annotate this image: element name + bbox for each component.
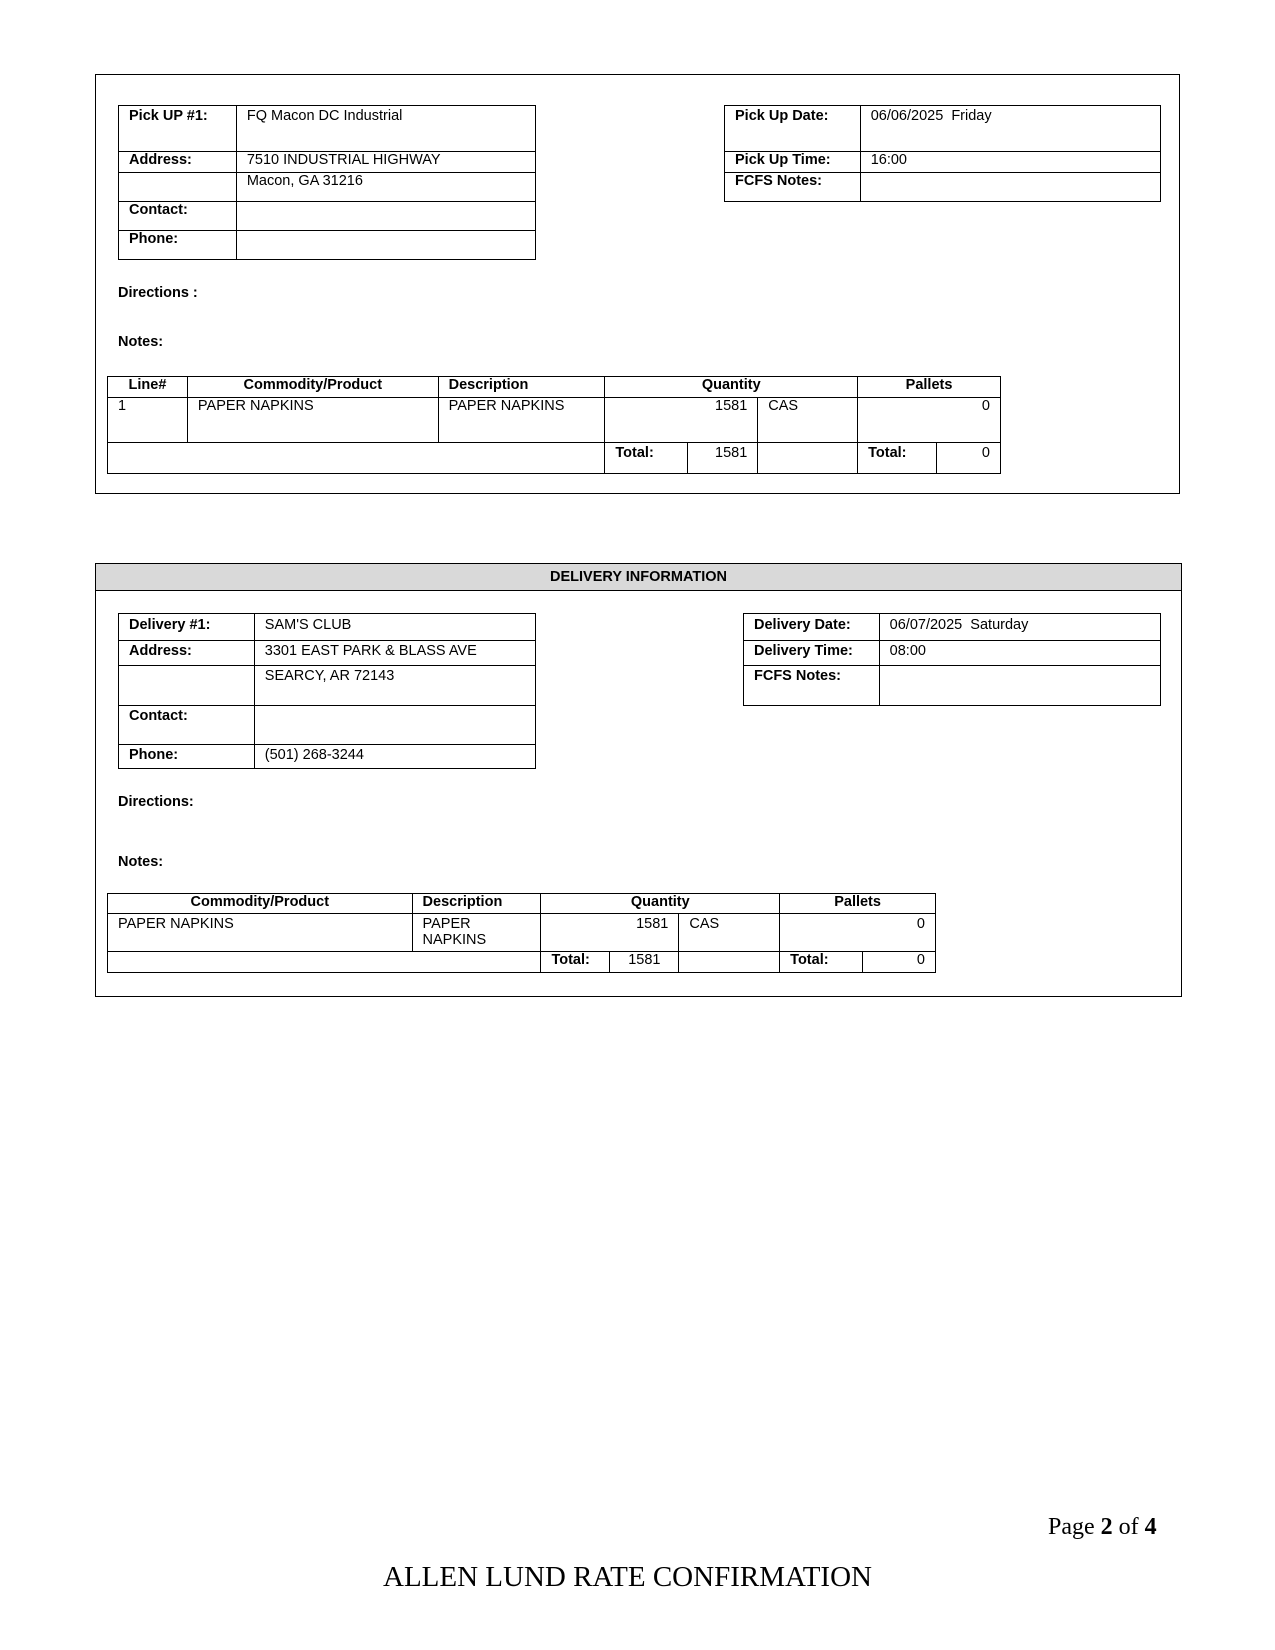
- delivery-phone-label: Phone:: [119, 745, 255, 769]
- delivery-total-quantity: 1581: [610, 952, 679, 973]
- pickup-col-quantity: Quantity: [605, 377, 858, 398]
- pickup-row-description: PAPER NAPKINS: [438, 398, 605, 443]
- pickup-col-commodity: Commodity/Product: [187, 377, 438, 398]
- pickup-directions-label: Directions :: [118, 285, 198, 301]
- delivery-schedule-table: [743, 613, 1161, 706]
- pickup-phone: [236, 231, 535, 260]
- delivery-address-blank: [119, 666, 255, 706]
- pickup-fcfs-label: FCFS Notes:: [725, 173, 861, 202]
- delivery-col-quantity: Quantity: [541, 894, 780, 914]
- pickup-number-label: Pick UP #1:: [119, 106, 237, 152]
- delivery-address-line1: 3301 EAST PARK & BLASS AVE: [254, 641, 535, 666]
- delivery-row-unit: CAS: [679, 914, 780, 952]
- delivery-contact-label: Contact:: [119, 706, 255, 745]
- delivery-time: 08:00: [879, 641, 1160, 666]
- document-title: ALLEN LUND RATE CONFIRMATION: [383, 1561, 872, 1593]
- pickup-total-unit-blank: [758, 443, 858, 474]
- delivery-row-description: PAPER NAPKINS: [412, 914, 541, 952]
- delivery-fcfs-label: FCFS Notes:: [744, 666, 880, 706]
- pickup-info-table: [118, 105, 536, 260]
- delivery-commodity-table: [107, 893, 936, 973]
- pickup-pallets-total-label: Total:: [858, 443, 937, 474]
- delivery-col-commodity: Commodity/Product: [108, 894, 413, 914]
- pickup-address-line2: Macon, GA 31216: [236, 173, 535, 202]
- pickup-total-pallets: 0: [937, 443, 1001, 474]
- delivery-phone: (501) 268-3244: [254, 745, 535, 769]
- pickup-row-line: 1: [108, 398, 188, 443]
- pickup-time-label: Pick Up Time:: [725, 152, 861, 173]
- delivery-col-pallets: Pallets: [780, 894, 936, 914]
- delivery-col-description: Description: [412, 894, 541, 914]
- page-number: [1048, 1514, 1157, 1541]
- pickup-address-blank: [119, 173, 237, 202]
- delivery-row-pallets: 0: [780, 914, 936, 952]
- pickup-time: 16:00: [860, 152, 1160, 173]
- delivery-notes-label: Notes:: [118, 854, 164, 870]
- delivery-time-label: Delivery Time:: [744, 641, 880, 666]
- pickup-row-unit: CAS: [758, 398, 858, 443]
- delivery-fcfs: [879, 666, 1160, 706]
- table-row: [108, 914, 936, 952]
- page-current: 2: [1100, 1514, 1113, 1540]
- delivery-total-label: Total:: [541, 952, 610, 973]
- pickup-total-label: Total:: [605, 443, 688, 474]
- delivery-date-label: Delivery Date:: [744, 614, 880, 641]
- page-of: of: [1112, 1514, 1145, 1540]
- delivery-row-quantity: 1581: [541, 914, 679, 952]
- delivery-contact: [254, 706, 535, 745]
- delivery-section-title: DELIVERY INFORMATION: [96, 564, 1181, 591]
- pickup-col-line: Line#: [108, 377, 188, 398]
- delivery-pallets-total-label: Total:: [780, 952, 863, 973]
- pickup-total-blank: [108, 443, 605, 474]
- pickup-commodity-table: [107, 376, 1001, 474]
- table-row: [108, 398, 1001, 443]
- delivery-row-commodity: PAPER NAPKINS: [108, 914, 413, 952]
- pickup-phone-label: Phone:: [119, 231, 237, 260]
- delivery-name: SAM'S CLUB: [254, 614, 535, 641]
- pickup-notes-label: Notes:: [118, 334, 164, 350]
- pickup-address-line1: 7510 INDUSTRIAL HIGHWAY: [236, 152, 535, 173]
- delivery-number-label: Delivery #1:: [119, 614, 255, 641]
- page-prefix: Page: [1048, 1514, 1101, 1540]
- pickup-col-pallets: Pallets: [858, 377, 1001, 398]
- pickup-schedule-table: [724, 105, 1161, 202]
- delivery-date: 06/07/2025 Saturday: [879, 614, 1160, 641]
- delivery-address-label: Address:: [119, 641, 255, 666]
- delivery-address-line2: SEARCY, AR 72143: [254, 666, 535, 706]
- pickup-row-pallets: 0: [858, 398, 1001, 443]
- pickup-contact-label: Contact:: [119, 202, 237, 231]
- delivery-total-blank: [108, 952, 541, 973]
- pickup-fcfs: [860, 173, 1160, 202]
- pickup-row-quantity: 1581: [605, 398, 758, 443]
- delivery-info-table: [118, 613, 536, 769]
- pickup-contact: [236, 202, 535, 231]
- page-total: 4: [1144, 1514, 1157, 1540]
- pickup-col-description: Description: [438, 377, 605, 398]
- delivery-directions-label: Directions:: [118, 794, 194, 810]
- pickup-row-commodity: PAPER NAPKINS: [187, 398, 438, 443]
- pickup-date: 06/06/2025 Friday: [860, 106, 1160, 152]
- pickup-total-quantity: 1581: [688, 443, 758, 474]
- pickup-name: FQ Macon DC Industrial: [236, 106, 535, 152]
- delivery-total-unit-blank: [679, 952, 780, 973]
- pickup-date-label: Pick Up Date:: [725, 106, 861, 152]
- delivery-total-pallets: 0: [863, 952, 936, 973]
- pickup-address-label: Address:: [119, 152, 237, 173]
